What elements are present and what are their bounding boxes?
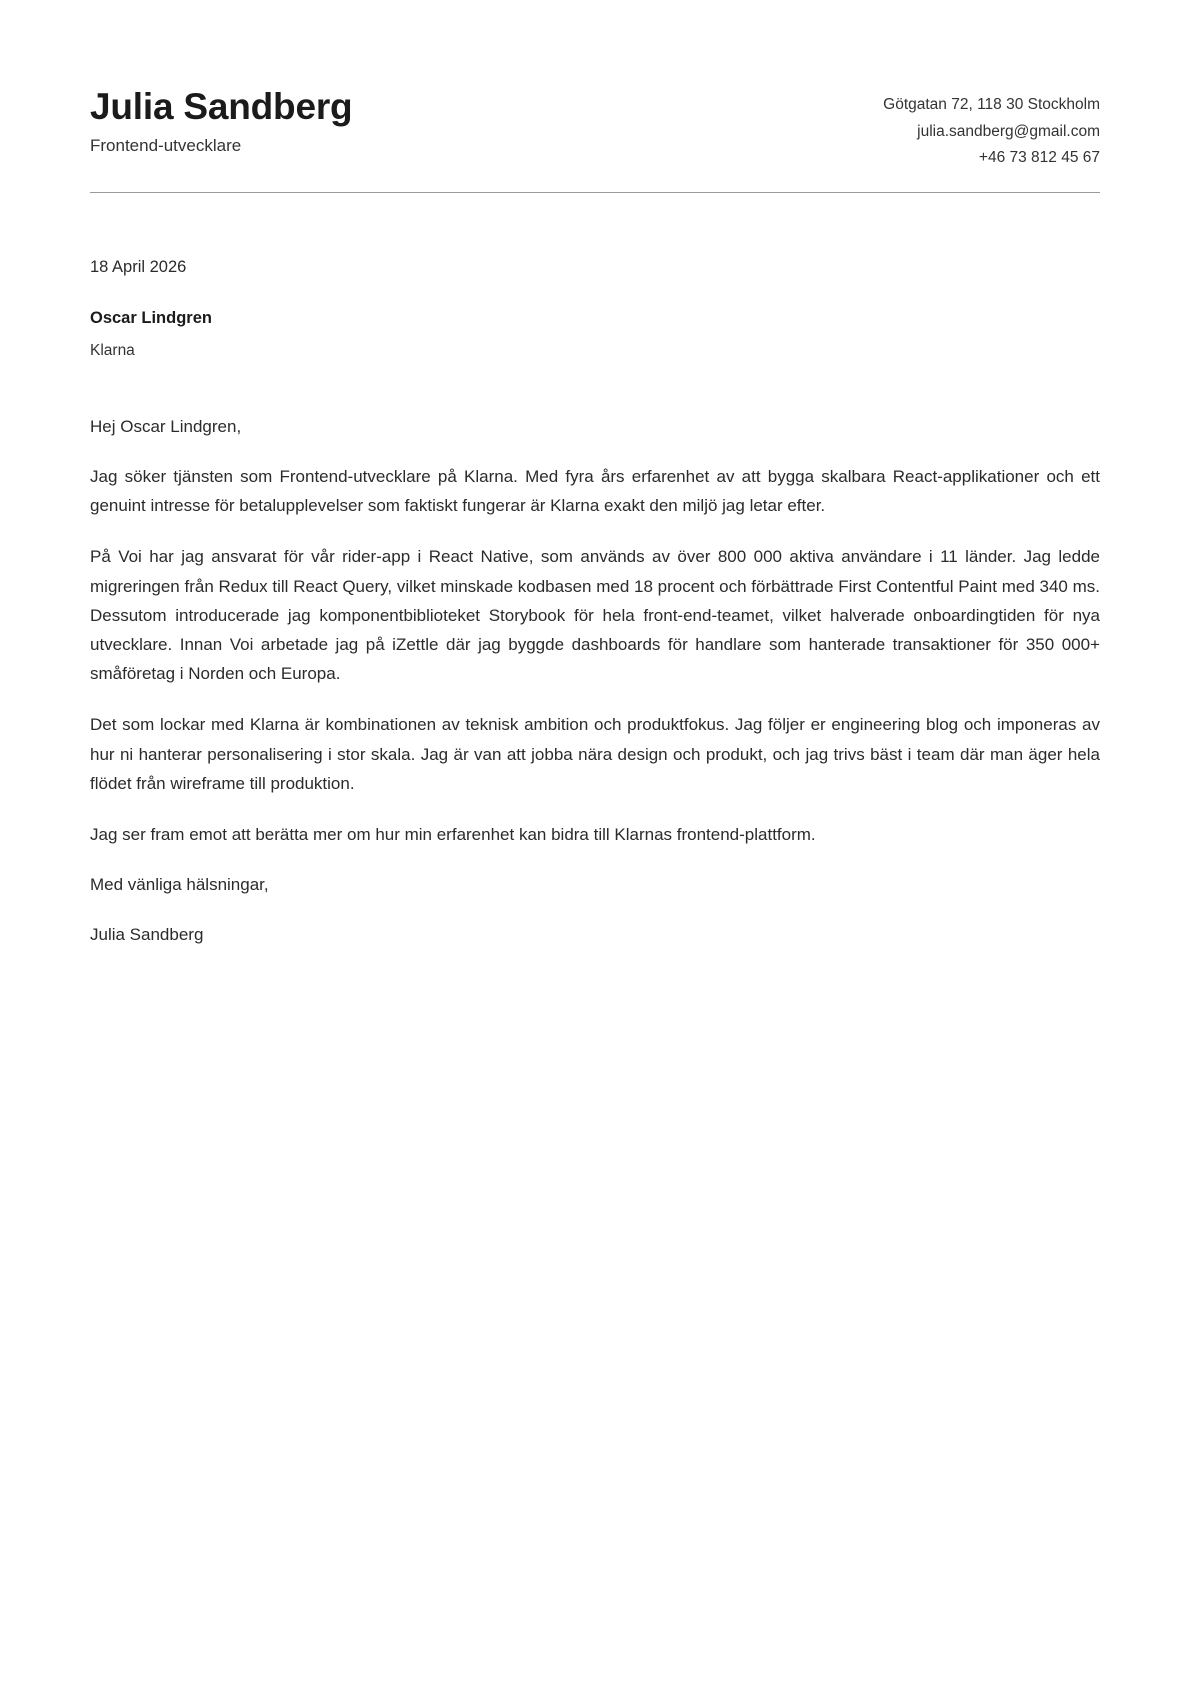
recipient-name: Oscar Lindgren <box>90 308 212 327</box>
letter-header <box>90 72 1100 172</box>
salutation: Hej Oscar Lindgren, <box>90 416 242 436</box>
page-title: Julia Sandberg <box>90 86 353 127</box>
body-paragraph: Jag ser fram emot att berätta mer om hur min erfarenhet kan bidra till Klarnas frontend-plattform. <box>90 825 816 845</box>
signature-name: Julia Sandberg <box>90 924 204 944</box>
letter-meta <box>90 255 1100 362</box>
closing-line: Med vänliga hälsningar, <box>90 875 269 895</box>
recipient-company: Klarna <box>90 341 135 359</box>
identity-block <box>90 86 352 157</box>
contact-phone: +46 73 812 45 67 <box>978 149 1100 167</box>
contact-block <box>883 86 1100 172</box>
body-paragraph: Det som lockar med Klarna är kombinationen av teknisk ambition och produktfokus. Jag följer er engineering blog och imponeras av hur ni hanterar personalisering i stor skala. Jag är van att jobba nära design och produkt, och jag trivs bäst i team där man äger hela flödet från wireframe till produktion. <box>90 715 1100 793</box>
contact-email[interactable]: julia.sandberg@gmail.com <box>917 122 1100 140</box>
letter-date: 18 April 2026 <box>90 257 187 276</box>
body-paragraph: Jag söker tjänsten som Frontend-utvecklare på Klarna. Med fyra års erfarenhet av att bygga skalbara React-applikationer och ett genuint intresse för betalupplevelser som faktiskt fungerar är Klarna exakt den miljö jag letar efter. <box>90 466 1100 516</box>
letter-body <box>90 414 1100 948</box>
job-title: Frontend-utvecklare <box>90 136 242 156</box>
header-divider <box>90 192 1100 193</box>
body-paragraph: På Voi har jag ansvarat för vår rider-app i React Native, som används av över 800 000 aktiva användare i 11 länder. Jag ledde migreringen från Redux till React Query, vilket minskade kodbasen med 18 procent och förbättrade First Contentful Paint med 340 ms. Dessutom introducerade jag komponentbiblioteket Storybook för hela front-end-teamet, vilket halverade onboardingtiden för nya utvecklare. Innan Voi arbetade jag på iZettle där jag byggde dashboards för handlare som hanterade transaktioner för 350 000+ småföretag i Norden och Europa. <box>90 547 1100 684</box>
contact-address: Götgatan 72, 118 30 Stockholm <box>883 96 1100 113</box>
